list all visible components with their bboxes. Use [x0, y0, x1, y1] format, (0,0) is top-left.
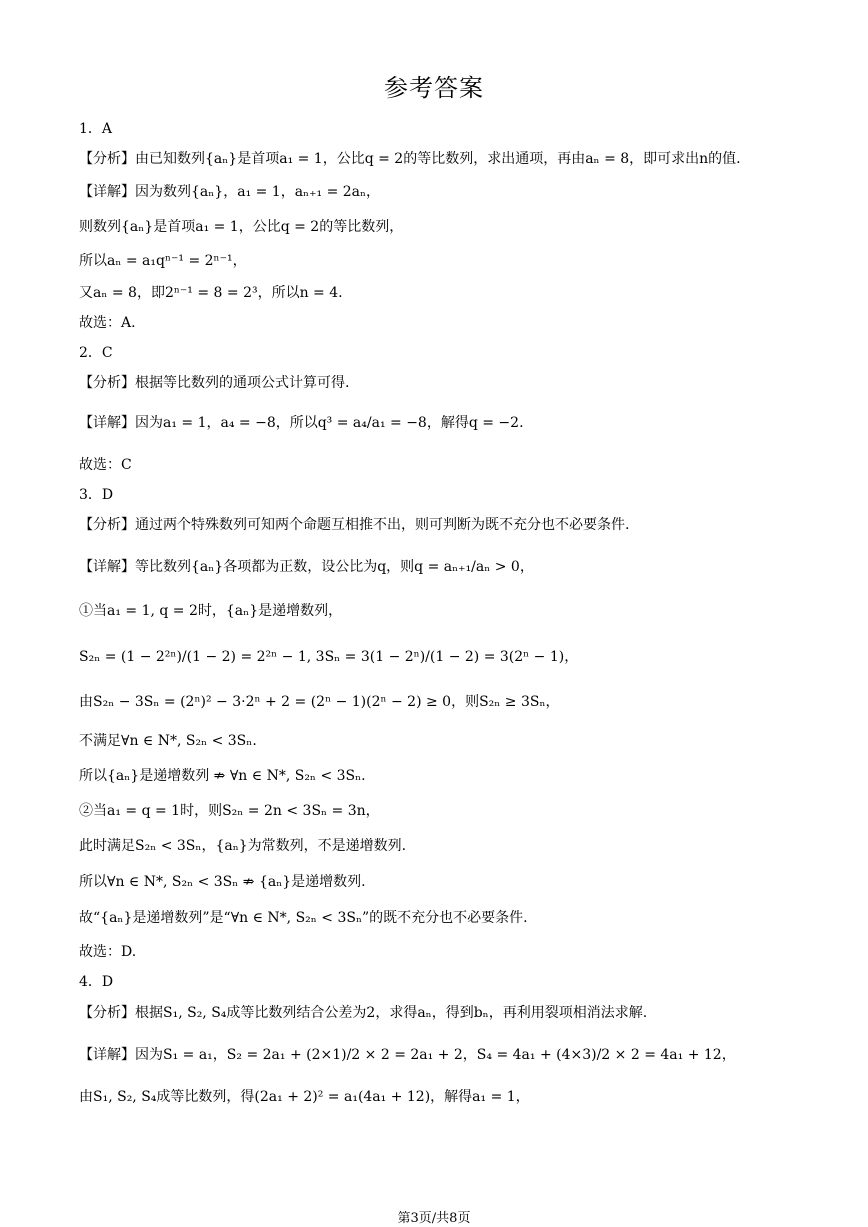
- answer-3-line: 由S₂ₙ − 3Sₙ = (2ⁿ)² − 3·2ⁿ + 2 = (2ⁿ − 1)(2ⁿ − 2) ≥ 0，则S₂ₙ ≥ 3Sₙ，: [79, 694, 560, 710]
- answer-3-line: ①当a₁ = 1, q = 2时，{aₙ}是递增数列，: [79, 603, 343, 619]
- answer-2-analysis: 【分析】根据等比数列的通项公式计算可得.: [79, 375, 350, 391]
- answer-3-detail: 【详解】等比数列{aₙ}各项都为正数，设公比为q，则q = aₙ₊₁/aₙ > 0，: [79, 559, 534, 575]
- answer-3-line: S₂ₙ = (1 − 2²ⁿ)/(1 − 2) = 2²ⁿ − 1, 3Sₙ = 3(1 − 2ⁿ)/(1 − 2) = 3(2ⁿ − 1)，: [79, 649, 579, 665]
- answer-1-header: 1．A: [79, 121, 113, 137]
- answer-3-line: 故“{aₙ}是递增数列”是“∀n ∈ N*, S₂ₙ < 3Sₙ”的既不充分也不必要条件.: [79, 910, 528, 926]
- answer-3-line: ②当a₁ = q = 1时，则S₂ₙ = 2n < 3Sₙ = 3n，: [79, 803, 380, 819]
- answer-4-header: 4．D: [79, 974, 114, 990]
- answer-3-analysis: 【分析】通过两个特殊数列可知两个命题互相推不出，则可判断为既不充分也不必要条件.: [79, 517, 630, 533]
- answer-1-choice: 故选：A.: [79, 315, 136, 331]
- answer-2-detail: 【详解】因为a₁ = 1，a₄ = −8，所以q³ = a₄/a₁ = −8，解得q = −2.: [79, 415, 524, 431]
- answer-3-header: 3．D: [79, 487, 114, 503]
- page-footer: 第3页/共8页: [397, 1211, 471, 1226]
- answer-1-detail: 【详解】因为数列{aₙ}，a₁ = 1，aₙ₊₁ = 2aₙ，: [79, 184, 381, 200]
- answer-4-analysis: 【分析】根据S₁, S₂, S₄成等比数列结合公差为2，求得aₙ，得到bₙ，再利用裂项相消法求解.: [79, 1005, 648, 1021]
- answer-3-line: 所以∀n ∈ N*, S₂ₙ < 3Sₙ ⇏ {aₙ}是递增数列.: [79, 874, 366, 890]
- answer-3-line: 所以{aₙ}是递增数列 ⇏ ∀n ∈ N*, S₂ₙ < 3Sₙ.: [79, 768, 366, 784]
- answer-3-line: 此时满足S₂ₙ < 3Sₙ，{aₙ}为常数列，不是递增数列.: [79, 838, 407, 854]
- page-title: 参考答案: [384, 74, 484, 102]
- answer-4-line: 由S₁, S₂, S₄成等比数列，得(2a₁ + 2)² = a₁(4a₁ + 12)，解得a₁ = 1，: [79, 1089, 530, 1105]
- answer-3-line: 不满足∀n ∈ N*, S₂ₙ < 3Sₙ.: [79, 733, 257, 749]
- answer-2-choice: 故选：C: [79, 457, 132, 473]
- answer-1-analysis: 【分析】由已知数列{aₙ}是首项a₁ = 1，公比q = 2的等比数列，求出通项，再由aₙ = 8，即可求出n的值.: [79, 151, 741, 167]
- answer-4-detail: 【详解】因为S₁ = a₁，S₂ = 2a₁ + (2×1)/2 × 2 = 2a₁ + 2，S₄ = 4a₁ + (4×3)/2 × 2 = 4a₁ + 12，: [79, 1047, 736, 1063]
- answer-1-line: 则数列{aₙ}是首项a₁ = 1，公比q = 2的等比数列，: [79, 219, 404, 235]
- answer-3-choice: 故选：D.: [79, 944, 137, 960]
- answer-2-header: 2．C: [79, 345, 113, 361]
- answer-1-line: 又aₙ = 8，即2ⁿ⁻¹ = 8 = 2³，所以n = 4.: [79, 285, 343, 301]
- answer-1-line: 所以aₙ = a₁qⁿ⁻¹ = 2ⁿ⁻¹，: [79, 253, 247, 269]
